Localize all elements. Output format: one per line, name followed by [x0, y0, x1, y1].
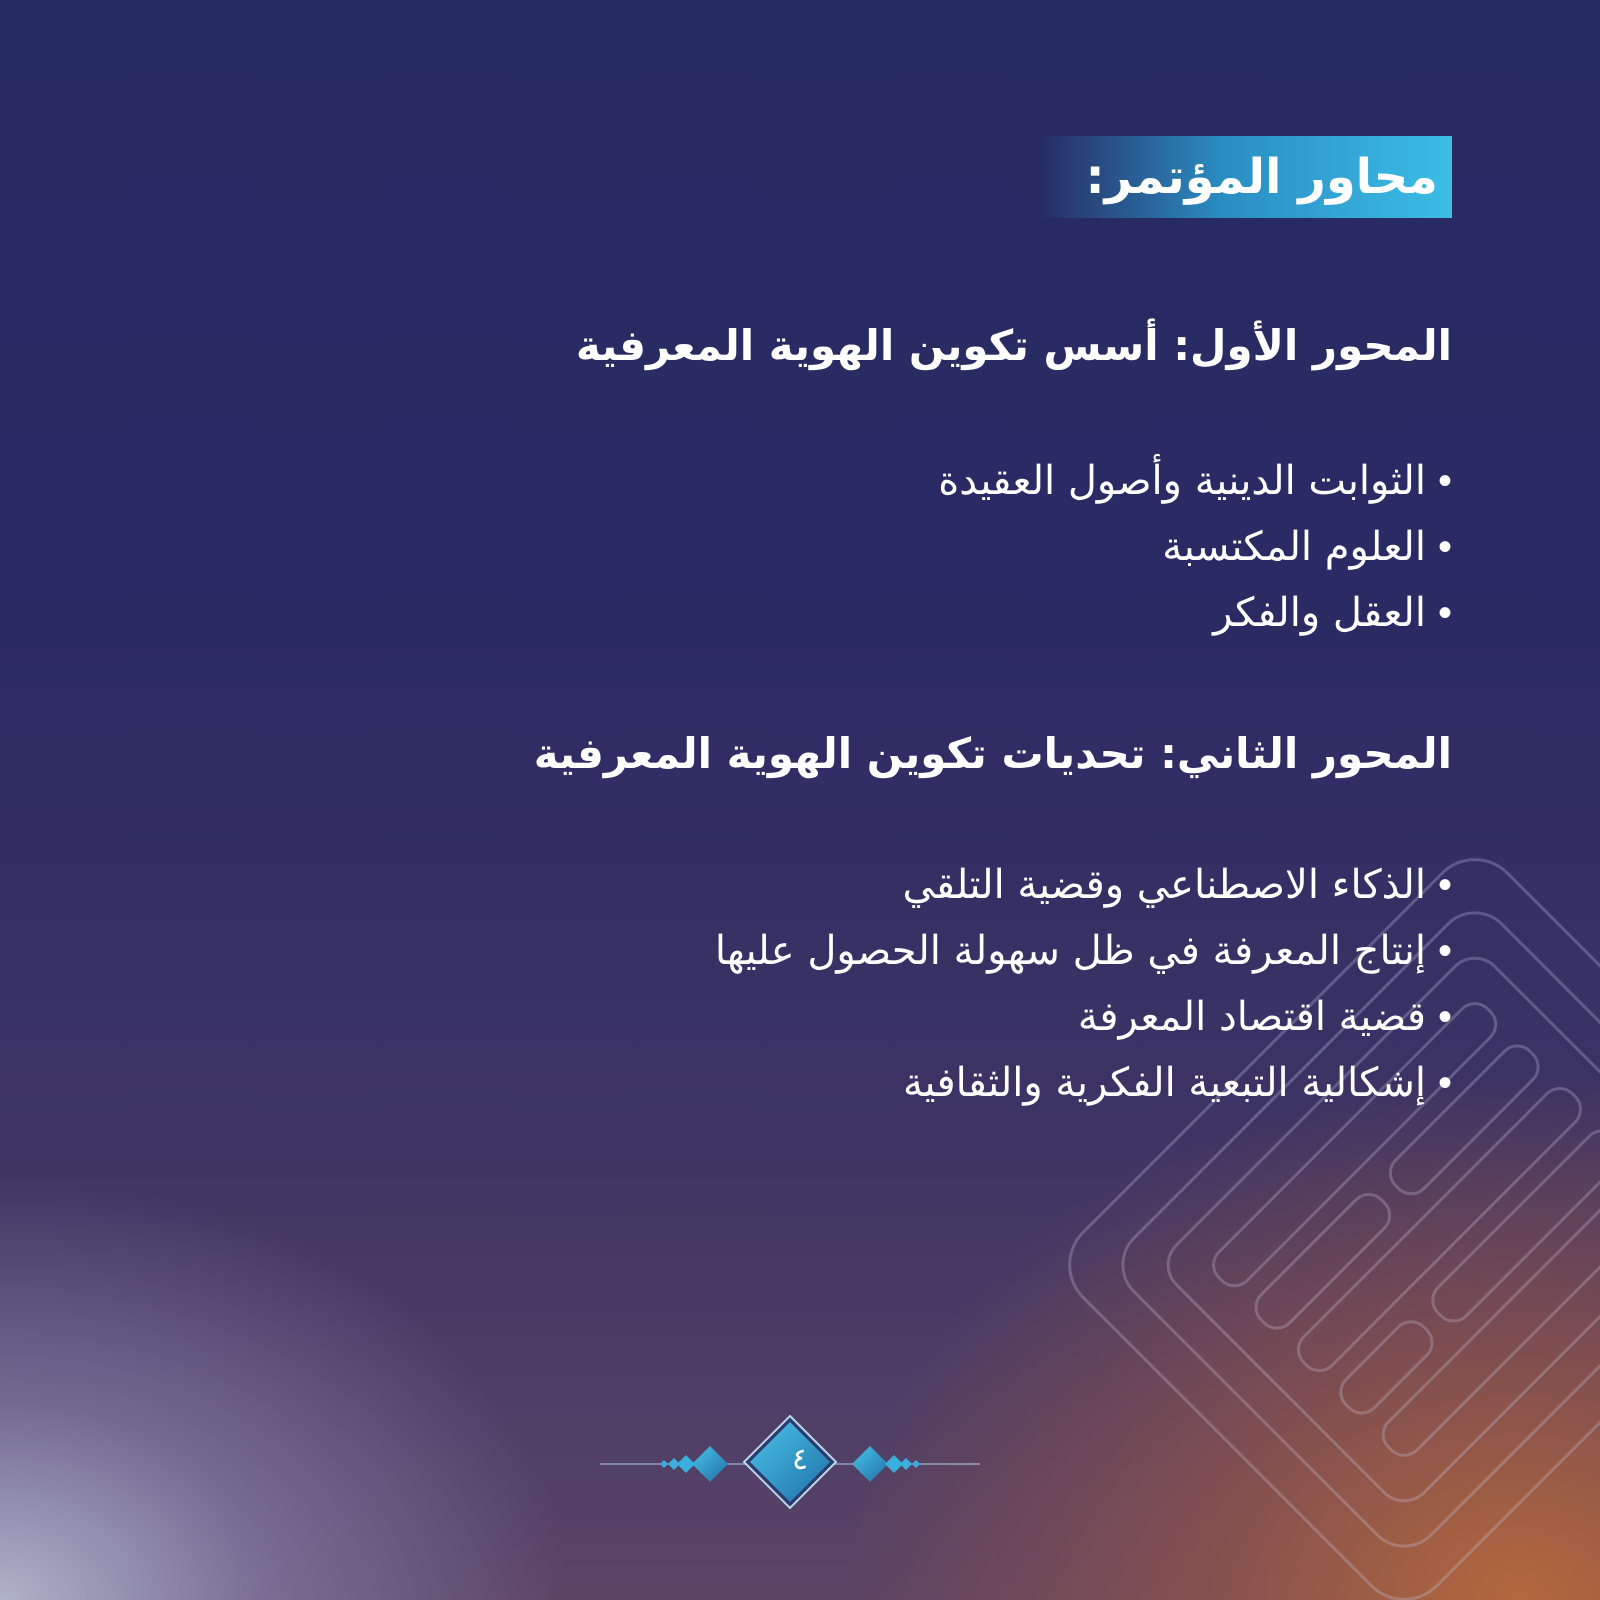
- left-diamonds-icon: [660, 1446, 728, 1482]
- bullet-icon: •: [1437, 524, 1452, 570]
- bullet-icon: •: [1437, 458, 1452, 504]
- bullet-icon: •: [1437, 590, 1452, 636]
- bullet-icon: •: [1437, 1060, 1452, 1106]
- list-item: •الذكاء الاصطناعي وقضية التلقي: [715, 852, 1452, 918]
- bullet-icon: •: [1437, 928, 1452, 974]
- list-item: •قضية اقتصاد المعرفة: [715, 984, 1452, 1050]
- axis-2-list: [715, 852, 1452, 1116]
- page-number: ٤: [791, 1442, 809, 1477]
- list-item: •العلوم المكتسبة: [938, 514, 1452, 580]
- right-diamonds-icon: [852, 1446, 920, 1482]
- page-title: محاور المؤتمر:: [1039, 136, 1452, 218]
- axis-1-list: [938, 448, 1452, 646]
- list-item: •الثوابت الدينية وأصول العقيدة: [938, 448, 1452, 514]
- bullet-icon: •: [1437, 994, 1452, 1040]
- bullet-icon: •: [1437, 862, 1452, 908]
- axis-1-heading: المحور الأول: أسس تكوين الهوية المعرفية: [575, 321, 1452, 370]
- list-item: •إشكالية التبعية الفكرية والثقافية: [715, 1050, 1452, 1116]
- list-item: •إنتاج المعرفة في ظل سهولة الحصول عليها: [715, 918, 1452, 984]
- axis-2-heading: المحور الثاني: تحديات تكوين الهوية المعرفية: [533, 729, 1452, 778]
- list-item: •العقل والفكر: [938, 580, 1452, 646]
